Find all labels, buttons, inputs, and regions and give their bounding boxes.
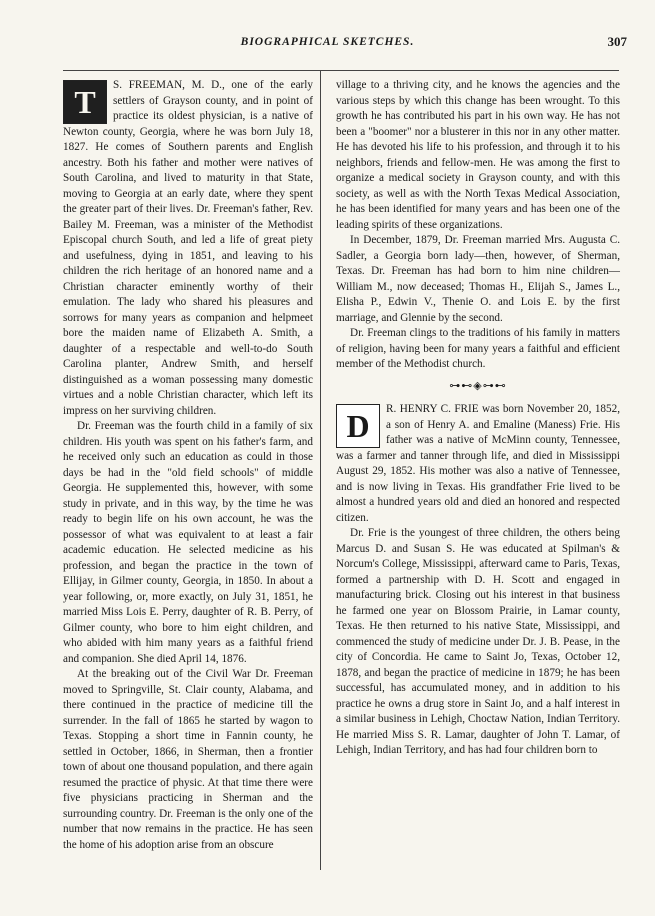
freeman-name: S. FREEMAN, M. D., — [113, 79, 225, 91]
freeman-paragraph-1 — [63, 78, 313, 419]
frie-paragraph-1-text: was born November 20, 1852, a son of Henry A. and Emaline (Maness) Frie. His father was a native of McMinn county, Tennessee, was a farmer and tanner through life, and died in Mississippi August 29, 1852. His mother was also a native of Tennessee, and is now living in Texas. His grandfather Frie lived to be almost a hundred years old and died an honored and respected citizen. — [336, 403, 621, 524]
frie-paragraph-2: Dr. Frie is the youngest of three children, the others being Marcus D. and Susan S. He was educated at Spilman's & Norcum's College, Mississippi, afterward came to Paris, Texas, formed a partnership with D. H. Scott and engaged in manufacturing brick. Closing out his interest in that business he farmed one year on Blossom Prairie, in Lamar county, Texas. He then returned to his native State, Mississippi, and commenced the study of medicine under Dr. J. B. Pease, in the city of Concordia. He came to Saint Jo, Texas, October 12, 1878, and began the practice of medicine in 1879; he has been successful, has accumulated money, and in addition to his practice he owns a drug store in Saint Jo, and a half interest in a similar business in Lehigh, Choctaw Nation, Indian Territory. He married Miss S. R. Lamar, daughter of John T. Lamar, of Lehigh, Indian Territory, and has had four children born to — [336, 527, 620, 756]
freeman-paragraph-2: Dr. Freeman was the fourth child in a family of six children. His youth was spent on his father's farm, and he received only such an education as could in those days be had in the "old field schools" of middle Georgia. He supplemented this, however, with some study in private, and in this way, by the time he was ready to begin life on his own account, he was the possessor of what was equivalent to at least a fair academic education. He selected medicine as his profession, and began the practice in the town of Ellijay, in Gilmer county, Georgia, in 1850. In about a year following, or, more exactly, on July 31, 1851, he married Miss Lois E. Perry, daughter of R. B. Perry, of Gilmer county, who bore to him eight children, and who abided with him many years as a faithful friend and companion. She died April 14, 1876. — [63, 420, 313, 665]
frie-name: R. HENRY C. FRIE — [386, 403, 479, 415]
right-column — [336, 78, 620, 759]
running-head-title: BIOGRAPHICAL SKETCHES. — [240, 36, 415, 48]
drop-cap-d: D — [336, 404, 380, 448]
section-ornament: ⊶⊷◈⊶⊷ — [449, 379, 507, 392]
header-rule — [63, 70, 619, 71]
running-head — [0, 36, 655, 56]
column-divider — [320, 70, 321, 870]
frie-paragraph-1 — [336, 402, 620, 526]
freeman-paragraph-4: village to a thriving city, and he knows the agencies and the various steps by which this change has been wrought. To this growth he has contributed his part in his own way. He has not been a "boomer" nor a blusterer in this nor in any other matter. He has devoted his life to his profession, and through it to his neighbors, friends and fellow-men. He was among the first to organize a medical society in Grayson county, and with this society, as well as with the North Texas Medical Association, he has been identified for many years and has been one of the leading spirits of these organizations. — [336, 79, 620, 231]
freeman-paragraph-3: At the breaking out of the Civil War Dr. Freeman moved to Springville, St. Clair county, Alabama, and there continued in the practice of medicine till the surrender. In the fall of 1865 he started by wagon to Texas. Stopping a short time in Fannin county, he settled in October, 1866, in Sherman, then a frontier town of about one thousand population, and there again resumed the practice of physic. At that time there were five physicians practicing in Sherman and the surrounding country. Dr. Freeman is the only one of the number that now remains in the practice. He has seen the home of his adoption arise from an obscure — [63, 668, 313, 851]
freeman-paragraph-1-text: one of the early settlers of Grayson county, and in point of practice its oldest physician, is a native of Newton county, Georgia, where he was born July 18, 1827. He comes of Southern parents and English ancestry. Both his father and mother were natives of South Carolina, and lived to maturity in that State, moving to Georgia at an early date, where they spent the greater part of their lives. Dr. Freeman's father, Rev. Bailey M. Freeman, was a minister of the Methodist Episcopal church South, and led a life of great piety and usefulness, dying in 1851, and leaving to his children the rich heritage of an honored name and a Christian character eminently worthy of their emulation. The lady who shared his pleasures and sorrows for many years as companion and helpmeet bore the maiden name of Elizabeth A. Smith, a daughter of a respectable and well-to-do South Carolina planter, Andrew Smith, and herself distinguished as a woman possessing many domestic virtues and a noble Christian character, which left its impress on her surviving children. — [63, 79, 313, 417]
page-number: 307 — [607, 34, 627, 49]
left-column — [63, 78, 313, 853]
freeman-paragraph-6: Dr. Freeman clings to the traditions of his family in matters of religion, having been for many years a faithful and efficient member of the Methodist church. — [336, 327, 620, 370]
drop-cap-t: T — [63, 80, 107, 124]
freeman-paragraph-5: In December, 1879, Dr. Freeman married Mrs. Augusta C. Sadler, a Georgia born lady—then, however, of Sherman, Texas. Dr. Freeman has had born to him nine children—William M., now deceased; Thomas H., Elijah S., James L., Elisha P., Edwin V., Thenie O. and Lois E. by the first marriage, and Glennie by the second. — [336, 234, 620, 324]
